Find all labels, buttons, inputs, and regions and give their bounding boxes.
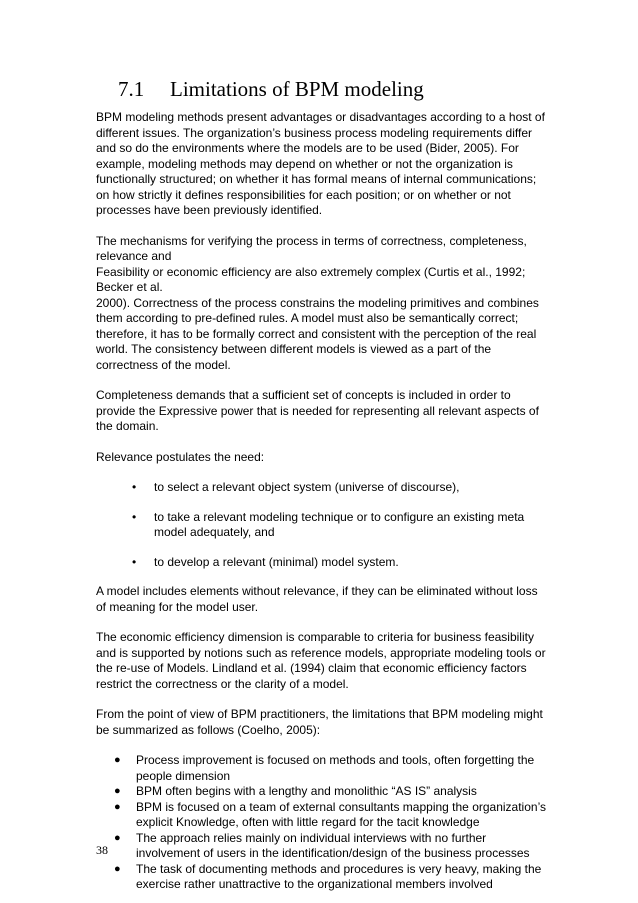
bullet-marker: • xyxy=(132,509,137,524)
list-item xyxy=(96,862,548,893)
list-item xyxy=(96,831,548,862)
section-number: 7.1 xyxy=(118,77,145,101)
list-item xyxy=(96,800,548,831)
paragraph-relevance: Relevance postulates the need: xyxy=(96,449,265,464)
paragraph-mechanisms xyxy=(96,234,548,374)
paragraph-model-elements: A model includes elements without relevance, if they can be eliminated without loss of meaning for the model user. xyxy=(96,584,538,614)
mechanisms-line-1: The mechanisms for verifying the process in terms of correctness, completeness, relevance and xyxy=(96,233,527,263)
body-text xyxy=(96,110,548,893)
bullet-marker: ● xyxy=(114,831,121,844)
list-item xyxy=(96,753,548,784)
relevance-list xyxy=(96,480,548,570)
limitations-list xyxy=(96,753,548,893)
paragraph-economic-efficiency: The economic efficiency dimension is comparable to criteria for business feasibility and is supported by notions such as reference models, appropriate modeling tools or the re-use of Models. Lindland et al. (1994) claim that economic efficiency factors restrict the correctness or the clarity of a model. xyxy=(96,630,546,691)
bullet-marker: ● xyxy=(114,785,121,797)
page-number: 38 xyxy=(96,843,108,857)
mechanisms-line-2: Feasibility or economic efficiency are also extremely complex (Curtis et al., 1992; Becker et al. xyxy=(96,264,526,294)
list-item xyxy=(96,480,548,496)
bullet-marker: ● xyxy=(114,800,121,813)
mechanisms-line-3: 2000). Correctness of the process constrains the modeling primitives and combines them according to pre-defined rules. A model must also be semantically correct; therefore, it has to be formally correct and consistent with the perception of the real world. The consistency between different models is viewed as a part of the correctness of the model. xyxy=(96,295,539,372)
bullet-marker: • xyxy=(132,554,137,569)
list-item-text: to select a relevant object system (universe of discourse), xyxy=(154,480,460,494)
paragraph-practitioners: From the point of view of BPM practitioners, the limitations that BPM modeling might be summarized as follows (Coelho, 2005): xyxy=(96,707,543,737)
bullet-marker: ● xyxy=(114,862,121,875)
list-item xyxy=(96,510,548,541)
list-item-text: Process improvement is focused on methods and tools, often forgetting the people dimension xyxy=(136,753,535,783)
list-item-text: to take a relevant modeling technique or to configure an existing meta model adequately, and xyxy=(154,509,525,539)
list-item xyxy=(96,555,548,571)
section-heading xyxy=(118,77,424,102)
bullet-marker: ● xyxy=(114,754,121,766)
paragraph-intro: BPM modeling methods present advantages or disadvantages according to a host of different issues. The organization’s business process modeling requirements differ and so do the environments where the models are to be used (Bider, 2005). For example, modeling methods may depend on whether or not the organization is functionally structured; on whether it has formal means of internal communications; on how strictly it defines responsibilities for each position; or on whether or not processes have been previously identified. xyxy=(96,110,545,217)
list-item-text: The approach relies mainly on individual interviews with no further involvement of users in the identification/design of the business processes xyxy=(136,830,530,860)
list-item-text: BPM is focused on a team of external consultants mapping the organization’s explicit Knowledge, often with little regard for the tacit knowledge xyxy=(136,799,547,829)
list-item-text: BPM often begins with a lengthy and monolithic “AS IS” analysis xyxy=(136,784,477,798)
section-title: Limitations of BPM modeling xyxy=(170,77,424,101)
list-item-text: to develop a relevant (minimal) model system. xyxy=(154,554,399,569)
bullet-marker: • xyxy=(132,480,137,494)
list-item xyxy=(96,784,548,800)
paragraph-completeness: Completeness demands that a sufficient set of concepts is included in order to provide the Expressive power that is needed for representing all relevant aspects of the domain. xyxy=(96,388,539,433)
list-item-text: The task of documenting methods and procedures is very heavy, making the exercise rather unattractive to the organizational members involved xyxy=(136,861,542,891)
